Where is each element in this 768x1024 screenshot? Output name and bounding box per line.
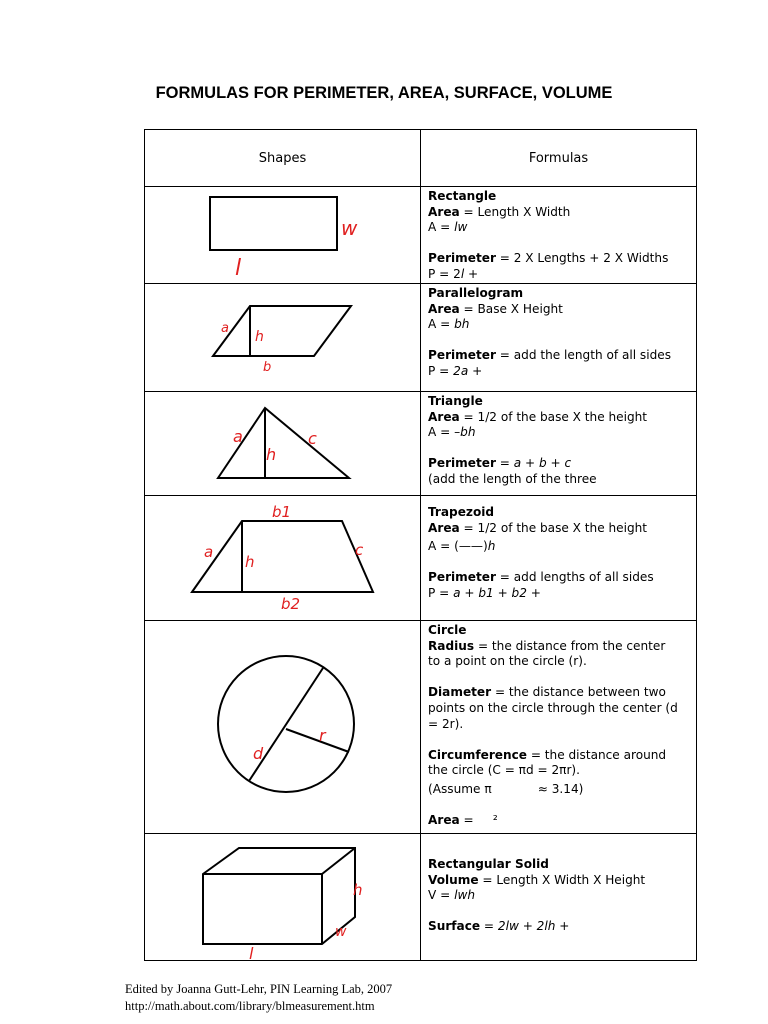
- formula-line: [428, 333, 696, 349]
- formula-line: [428, 857, 696, 873]
- formula-line: [428, 539, 696, 555]
- rectangular-solid-diagram: [145, 834, 421, 960]
- formula-text: V =: [428, 888, 455, 903]
- formula-text: = the distance between two: [491, 685, 666, 700]
- formula-line: [428, 410, 696, 426]
- formula-line: [428, 425, 696, 441]
- formula-text: a + b + c: [513, 456, 572, 471]
- label-c: c: [308, 429, 317, 448]
- formula-text: P =: [428, 363, 454, 378]
- formula-text: = 1/2 of the base X the height: [459, 520, 648, 535]
- formula-text: = Length X Width X Height: [478, 872, 646, 887]
- formula-text: P =: [428, 585, 454, 600]
- label-b1: b1: [272, 503, 292, 521]
- formula-line: [428, 570, 696, 586]
- formula-line: [428, 798, 696, 814]
- circle-formulas: [421, 621, 696, 829]
- label-w: w: [341, 216, 358, 240]
- formula-line: [428, 685, 696, 701]
- shape-name: Triangle: [428, 394, 483, 408]
- label-h: h: [255, 329, 264, 345]
- formula-text: Radius: [428, 638, 475, 653]
- formula-line: [428, 555, 696, 571]
- parallelogram-figure: [145, 284, 421, 391]
- formula-line: [428, 302, 696, 318]
- parallelogram-formulas: [421, 284, 696, 380]
- rectangular-solid-formulas: [421, 834, 696, 935]
- formula-text: (add the length of the three: [428, 471, 597, 486]
- formula-line: [428, 873, 696, 889]
- formula-text: Area: [428, 813, 460, 828]
- formula-line: [428, 813, 696, 829]
- formula-line: [428, 701, 696, 717]
- formula-line: [428, 888, 696, 904]
- label-a: a: [221, 321, 229, 336]
- formula-text: Circumference: [428, 747, 527, 762]
- formula-line: [428, 717, 696, 733]
- formula-text: l: [460, 266, 465, 281]
- formula-line: [428, 189, 696, 205]
- circle-figure: [145, 621, 421, 833]
- formula-line: [428, 654, 696, 670]
- formula-line: [428, 521, 696, 537]
- formula-text: = the distance from the center: [474, 638, 666, 653]
- formula-text: = 2 X Lengths + 2 X Widths: [495, 251, 669, 266]
- label-h: h: [353, 881, 363, 899]
- formula-text: =: [495, 456, 514, 471]
- formula-text: A = (——): [428, 539, 488, 554]
- formula-line: [428, 364, 696, 380]
- formula-text: bh: [460, 425, 476, 440]
- formula-text: Volume: [428, 872, 479, 887]
- formula-text: +: [464, 266, 479, 281]
- footer-url[interactable]: http://math.about.com/library/blmeasurement.htm: [125, 999, 375, 1013]
- formula-text: A =: [428, 220, 455, 235]
- formula-line: [428, 623, 696, 639]
- formula-line: [428, 505, 696, 521]
- formula-line: [428, 904, 696, 920]
- formula-text: = add the length of all sides: [495, 348, 672, 363]
- formula-text: 2a: [453, 363, 469, 378]
- formula-table: [144, 129, 697, 961]
- triangle-figure: [145, 392, 421, 495]
- label-c: c: [355, 541, 364, 559]
- label-l: l: [249, 944, 254, 960]
- shape-name: Trapezoid: [428, 505, 495, 519]
- label-h: h: [266, 445, 277, 464]
- formula-text: Area: [428, 520, 460, 535]
- formula-text: (Assume π ≈ 3.14): [428, 781, 584, 796]
- triangle-formulas: [421, 392, 696, 488]
- formula-text: P = 2: [428, 266, 461, 281]
- formula-line: [428, 919, 696, 935]
- formula-text: = the distance around: [526, 747, 667, 762]
- formula-line: [428, 205, 696, 221]
- trapezoid-figure: [145, 496, 421, 620]
- formula-text: a + b1 + b2: [453, 585, 527, 600]
- formula-text: = 1/2 of the base X the height: [459, 409, 648, 424]
- rectangle-figure: [145, 187, 421, 283]
- formula-text: = Base X Height: [459, 301, 563, 316]
- formula-line: [428, 286, 696, 302]
- label-r: r: [319, 726, 326, 745]
- shape-name: Circle: [428, 623, 467, 637]
- formula-text: +: [526, 585, 541, 600]
- formula-line: [428, 220, 696, 236]
- rectangular-solid-figure: [145, 834, 421, 960]
- table-row: [145, 392, 697, 496]
- label-d: d: [253, 744, 264, 763]
- formula-line: [428, 236, 696, 252]
- label-h: h: [245, 553, 255, 571]
- circle-diagram: [145, 621, 421, 833]
- shapes-header: Shapes: [145, 130, 421, 187]
- formula-text: Diameter: [428, 685, 492, 700]
- formula-text: 2lw + 2lh: [497, 919, 556, 934]
- footer-credit: Edited by Joanna Gutt-Lehr, PIN Learning Lab, 2007: [125, 982, 393, 996]
- label-w: w: [335, 924, 347, 940]
- table-row: [145, 834, 697, 961]
- footer: [125, 981, 392, 1015]
- label-l: l: [235, 256, 242, 281]
- formula-text: +: [468, 363, 483, 378]
- trapezoid-diagram: [145, 496, 421, 620]
- formula-text: = 2r).: [428, 716, 464, 731]
- label-a: a: [204, 543, 214, 561]
- triangle-diagram: [145, 392, 421, 495]
- formula-text: =: [480, 919, 498, 934]
- table-row: [145, 496, 697, 621]
- table-row: [145, 621, 697, 834]
- header-row: [145, 130, 697, 187]
- formulas-header: Formulas: [421, 130, 697, 187]
- formula-text: Perimeter: [428, 456, 496, 471]
- page-title: FORMULAS FOR PERIMETER, AREA, SURFACE, VOLUME: [155, 84, 613, 102]
- formula-line: [428, 394, 696, 410]
- formula-text: = add lengths of all sides: [495, 570, 654, 585]
- formula-text: Perimeter: [428, 251, 496, 266]
- formula-line: [428, 782, 696, 798]
- shape-name: Parallelogram: [428, 286, 524, 300]
- shape-name: Rectangular Solid: [428, 857, 549, 871]
- formula-line: [428, 267, 696, 283]
- formula-line: [428, 317, 696, 333]
- label-b2: b2: [281, 595, 301, 613]
- formula-text: A =: [428, 317, 455, 332]
- formula-line: [428, 639, 696, 655]
- formula-line: [428, 456, 696, 472]
- formula-line: [428, 348, 696, 364]
- formula-line: [428, 763, 696, 779]
- formula-line: [428, 441, 696, 457]
- formula-line: [428, 586, 696, 602]
- formula-text: lwh: [454, 888, 476, 903]
- formula-line: [428, 251, 696, 267]
- trapezoid-formulas: [421, 496, 696, 602]
- rectangle-diagram: [145, 187, 421, 283]
- formula-line: [428, 472, 696, 488]
- label-a: a: [233, 427, 243, 446]
- formula-text: +: [555, 919, 570, 934]
- formula-text: = ²: [459, 813, 498, 828]
- formula-text: to a point on the circle (r).: [428, 654, 587, 669]
- formula-line: [428, 732, 696, 748]
- formula-text: lw: [454, 220, 468, 235]
- formula-text: bh: [454, 317, 470, 332]
- formula-text: Area: [428, 204, 460, 219]
- rectangle-formulas: [421, 187, 696, 283]
- formula-text: points on the circle through the center (d: [428, 700, 678, 715]
- formula-text: Area: [428, 301, 460, 316]
- formula-text: Perimeter: [428, 570, 496, 585]
- formula-text: Area: [428, 409, 460, 424]
- table-row: [145, 187, 697, 284]
- table-row: [145, 284, 697, 392]
- formula-text: Perimeter: [428, 348, 496, 363]
- shape-name: Rectangle: [428, 189, 497, 203]
- formula-text: A = –: [428, 425, 461, 440]
- formula-text: the circle (C = πd = 2πr).: [428, 763, 580, 778]
- formula-text: = Length X Width: [459, 204, 571, 219]
- formula-text: Surface: [428, 919, 481, 934]
- formula-text: h: [487, 539, 496, 554]
- parallelogram-diagram: [145, 284, 421, 391]
- formula-line: [428, 748, 696, 764]
- label-b: b: [263, 360, 272, 375]
- formula-line: [428, 670, 696, 686]
